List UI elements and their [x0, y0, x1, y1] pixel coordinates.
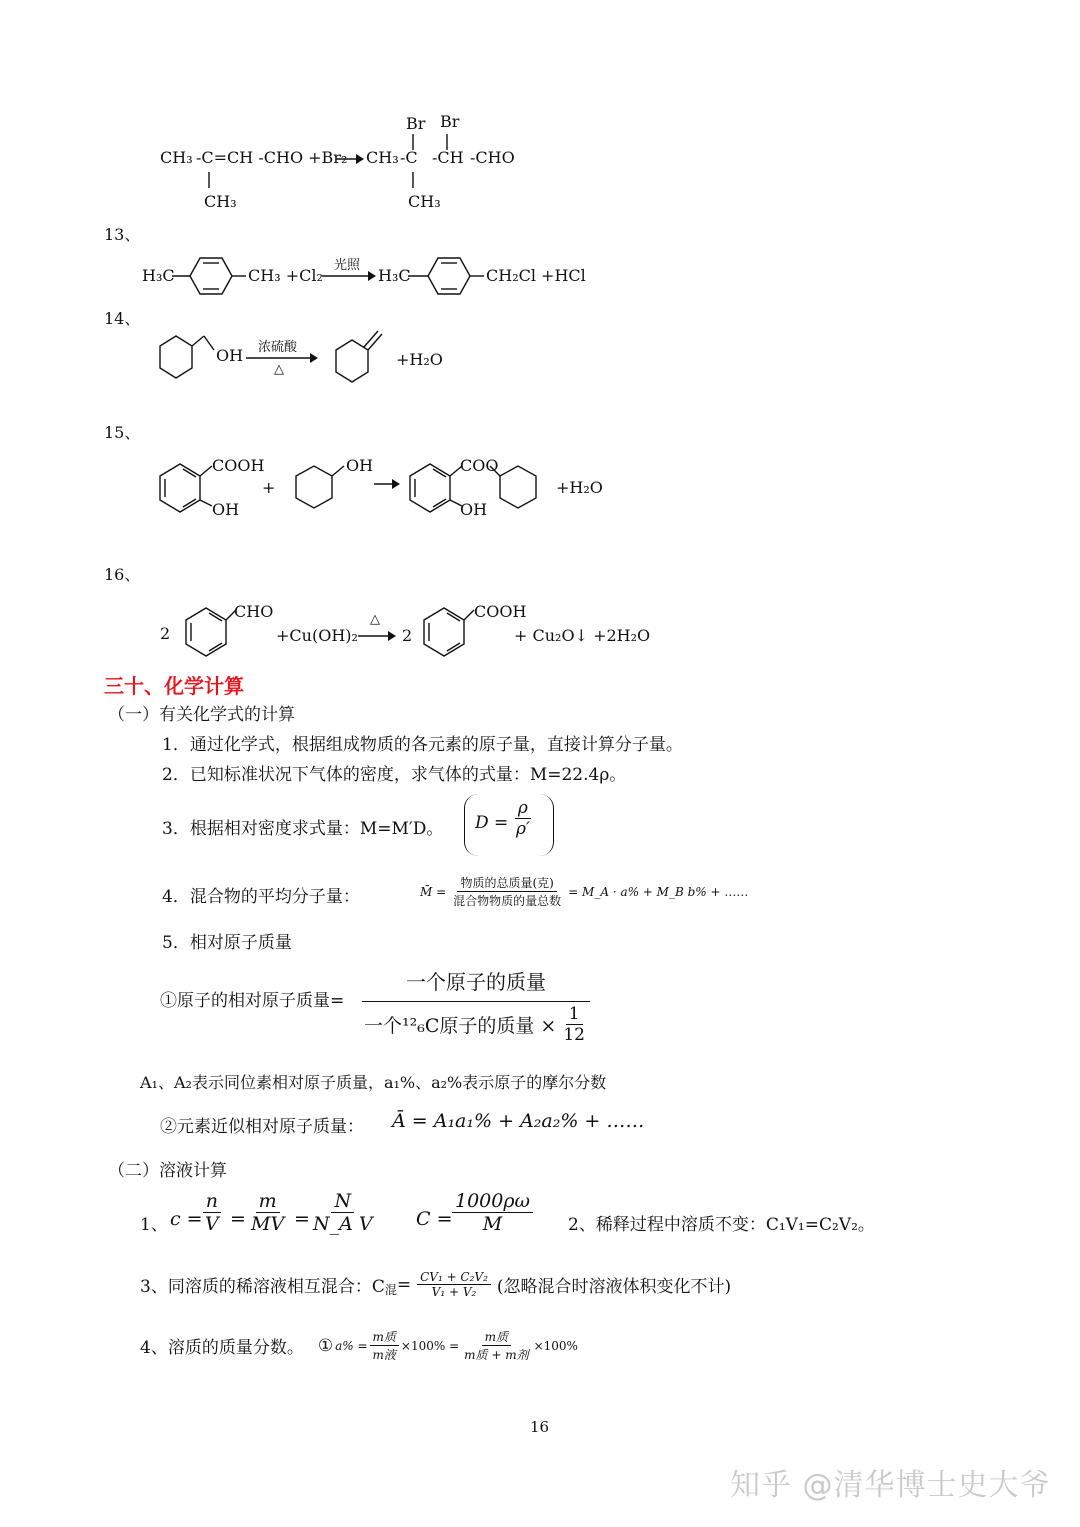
r12-br2: Br [440, 112, 460, 131]
r16-condition: △ [370, 612, 380, 627]
item-5b-label: ②元素近似相对原子质量： [160, 1117, 364, 1137]
s1-f2-den: MV [251, 1213, 285, 1235]
item-5a-twelfth [560, 1004, 588, 1045]
s1-C: C = [416, 1208, 453, 1230]
item-3-lhs: D = [475, 813, 509, 833]
r15-oh2: OH [346, 456, 374, 475]
r12-bonds [0, 0, 560, 220]
r15-plus: + [262, 478, 276, 497]
r12-rhs-c: -C [400, 148, 418, 167]
r15-product: +H₂O [556, 478, 603, 497]
s1-frac4 [452, 1190, 533, 1235]
r16-products: + Cu₂O↓ +2H₂O [514, 626, 651, 645]
solution-row-4 [140, 1328, 578, 1363]
r12-lhs-branch: CH₃ [204, 192, 237, 211]
s2-text: 2、稀释过程中溶质不变：C₁V₁=C₂V₂。 [568, 1215, 875, 1235]
solution-row-1 [140, 1190, 1040, 1250]
s4-f2-den: m质 + m剂 [464, 1348, 529, 1362]
s4-mid: ×100% = [400, 1338, 460, 1353]
r15-oh3: OH [460, 500, 488, 519]
item-4-fraction [450, 874, 564, 909]
subsection-2-title: （二）溶液计算 [108, 1161, 227, 1181]
r14-structures [0, 320, 600, 400]
item-5a-frac-num: 1 [566, 1004, 583, 1025]
r13-h3c-right: H₃C [378, 266, 411, 285]
s1-f3-den: N_A V [313, 1213, 373, 1235]
reaction-15-number: 15、 [104, 423, 141, 442]
s4-frac1 [370, 1328, 399, 1363]
r14-oh: OH [216, 346, 244, 365]
s3-fraction [417, 1270, 491, 1299]
r13-condition: 光照 [334, 258, 361, 273]
r14-condition-top: 浓硫酸 [258, 340, 298, 355]
r12-rhs-cho: -CHO [470, 148, 515, 167]
r16-coef2: 2 [402, 626, 413, 645]
item-4-den: 混合物物质的量总数 [453, 894, 562, 908]
s3-sub: 混 [384, 1283, 397, 1297]
item-3: 3．根据相对密度求式量：M=M′D。 [162, 819, 444, 839]
r12-rhs-branch: CH₃ [408, 192, 441, 211]
s4-end: ×100% [533, 1338, 578, 1353]
item-5a-num: 一个原子的质量 [362, 966, 590, 1002]
item-5: 5．相对原子质量 [162, 933, 292, 953]
s4-frac2 [461, 1328, 531, 1363]
r15-structures [0, 448, 620, 528]
page-number: 16 [530, 1418, 550, 1436]
s1-f3-num: N [331, 1190, 354, 1213]
s1-c: c = [170, 1208, 203, 1230]
r12-br1: Br [406, 114, 426, 133]
s1-f1-den: V [205, 1213, 219, 1235]
reaction-13 [0, 240, 1080, 310]
s4-lhs: a% = [335, 1338, 368, 1353]
item-3-formula [464, 794, 554, 856]
s4-f1-num: m质 [370, 1328, 399, 1346]
r16-cooh: COOH [474, 602, 527, 621]
item-4-formula [420, 874, 748, 909]
subsection-1-title: （一）有关化学式的计算 [108, 705, 295, 725]
s4-label: 4、溶质的质量分数。 [140, 1338, 304, 1358]
r12-lhs-chain: -C=CH -CHO +Br₂ [196, 148, 348, 167]
s3-num: CV₁ + C₂V₂ [417, 1270, 491, 1285]
r13-ch3-plus: CH₃ +Cl₂ [248, 266, 323, 285]
item-4-num: 物质的总质量(克) [457, 874, 556, 892]
s1-eq1: = [230, 1208, 246, 1230]
s1-f1-num: n [203, 1190, 221, 1213]
r14-condition-bottom: △ [274, 362, 284, 377]
s3-label: 3、同溶质的稀溶液相互混合：C [140, 1277, 385, 1297]
item-5a-fraction [362, 966, 590, 1045]
s4-f2-num: m质 [482, 1328, 511, 1346]
isotope-note: A₁、A₂表示同位素相对原子质量，a₁%、a₂%表示原子的摩尔分数 [140, 1073, 607, 1092]
s1-f4-den: M [482, 1213, 503, 1235]
s1-eq2: = [294, 1208, 310, 1230]
item-4: 4．混合物的平均分子量： [162, 887, 360, 907]
item-5a-frac-den: 12 [563, 1025, 585, 1045]
s1-frac1 [202, 1190, 222, 1235]
reaction-13-number: 13、 [104, 225, 141, 244]
s1-frac2 [248, 1190, 287, 1235]
r12-lhs-ch3: CH₃ [160, 148, 193, 167]
item-1: 1．通过化学式，根据组成物质的各元素的原子量，直接计算分子量。 [162, 735, 683, 755]
item-3-den: ρ′ [516, 819, 530, 839]
r15-oh1: OH [212, 500, 240, 519]
section-title: 三十、化学计算 [104, 674, 244, 698]
solution-row-3 [140, 1270, 731, 1299]
item-5a-den: 一个¹²₆C原子的质量 × [364, 1015, 557, 1037]
item-3-num: ρ [515, 798, 531, 819]
s1-f2-num: m [256, 1190, 280, 1213]
watermark: 知乎 @清华博士史大爷 [730, 1468, 1051, 1503]
reaction-16 [0, 596, 1080, 666]
r16-reagent: +Cu(OH)₂ [276, 626, 358, 645]
s1-number: 1、 [140, 1215, 168, 1235]
r15-cooh: COOH [212, 456, 265, 475]
r13-h3c-left: H₃C [142, 266, 175, 285]
reaction-14-number: 14、 [104, 309, 141, 328]
r14-product: +H₂O [396, 350, 443, 369]
item-3-fraction [513, 798, 533, 839]
s4-f1-den: m液 [372, 1348, 396, 1362]
item-5a-label: ①原子的相对原子质量= [160, 991, 345, 1011]
item-4-rhs: = M_A · a% + M_B b% + …… [568, 884, 749, 899]
r15-coo: COO [460, 456, 499, 475]
r12-rhs-ch: -CH [432, 148, 464, 167]
item-2: 2．已知标准状况下气体的密度，求气体的式量：M=22.4ρ。 [162, 765, 627, 785]
reaction-16-number: 16、 [104, 565, 141, 584]
reaction-12 [0, 0, 1080, 220]
s4-circle: ① [317, 1335, 334, 1356]
reaction-15 [0, 448, 1080, 528]
item-4-lhs: M̄ = [420, 884, 447, 899]
reaction-14 [0, 320, 1080, 400]
r13-product: CH₂Cl +HCl [486, 266, 586, 285]
s1-f4-num: 1000ρω [452, 1190, 533, 1213]
s1-frac3 [310, 1190, 376, 1235]
s3-note: (忽略混合时溶液体积变化不计) [496, 1277, 732, 1297]
r16-coef1: 2 [160, 624, 171, 643]
r12-rhs-ch3: CH₃ [366, 148, 399, 167]
s3-eq: = [396, 1274, 412, 1295]
r16-cho: CHO [234, 602, 274, 621]
item-5b-formula: Ā = A₁a₁% + A₂a₂% + …… [392, 1110, 645, 1132]
s3-den: V₁ + V₂ [431, 1285, 477, 1299]
